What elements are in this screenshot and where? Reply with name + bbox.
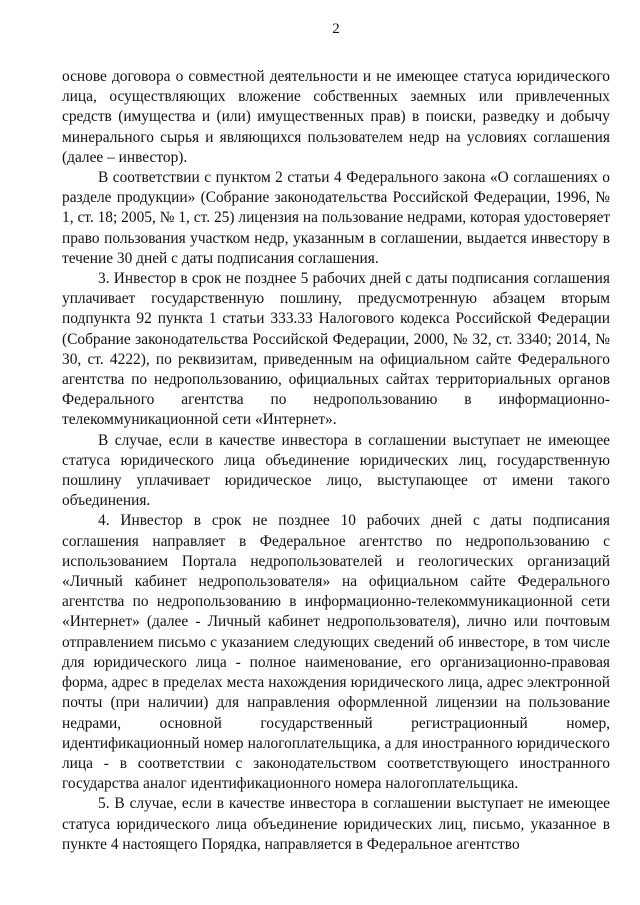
paragraph-investor-definition-end: основе договора о совместной деятельности и не имеющее статуса юридического лица, осуществляющих вложение собственных заемных или привлеченных средств (имущества и (или) имущественных прав) в поиски, разведку и добычу минерального сырья и являющихся пользователем недр на условиях соглашения (далее – инвестор). xyxy=(62,68,610,166)
paragraph-investor-letter: 4. Инвестор в срок не позднее 10 рабочих дней с даты подписания соглашения направляет в Федеральное агентство по недропользованию с использованием Портала недропользователей и геологических организаций «Личный кабинет недропользователя» на официальном сайте Федерального агентства по недропользованию в информационно-телекоммуникационной сети «Интернет» (далее - Личный кабинет недропользователя), лично или почтовым отправлением письмо с указанием следующих сведений об инвесторе, в том числе для юридического лица - полное наименование, его организационно-правовая форма, адрес в пределах места нахождения юридического лица, адрес электронной почты (при наличии) для направления оформленной лицензии на пользование недрами, основной государственный регистрационный номер, идентификационный номер налогоплательщика, а для иностранного юридического лица - в соответствии с законодательством соответствующего иностранного государства аналог идентификационного номера налогоплательщика. xyxy=(62,512,610,793)
paragraph-association-letter: 5. В случае, если в качестве инвестора в соглашении выступает не имеющее статуса юридического лица объединение юридических лиц, письмо, указанное в пункте 4 настоящего Порядка, направляется в Федеральное агентство xyxy=(62,795,610,853)
page-number: 2 xyxy=(332,21,340,37)
paragraph-state-duty-association: В случае, если в качестве инвестора в соглашении выступает не имеющее статуса юридического лица объединение юридических лиц, государственную пошлину уплачивает юридическое лицо, выступающее от имени такого объединения. xyxy=(62,431,610,510)
paragraph-state-duty: 3. Инвестор в срок не позднее 5 рабочих дней с даты подписания соглашения уплачивает государственную пошлину, предусмотренную абзацем вторым подпункта 92 пункта 1 статьи 333.33 Налогового кодекса Российской Федерации (Собрание законодательства Российской Федерации, 2000, № 32, ст. 3340; 2014, № 30, ст. 4222), по реквизитам, приведенным на официальном сайте Федерального агентства по недропользованию, официальных сайтах территориальных органов Федерального агентства по недропользованию в информационно-телекоммуникационной сети «Интернет». xyxy=(62,270,610,429)
paragraph-license-issuance: В соответствии с пунктом 2 статьи 4 Федерального закона «О соглашениях о разделе продукции» (Собрание законодательства Российской Федерации, 1996, № 1, ст. 18; 2005, № 1, ст. 25) лицензия на пользование недрами, которая удостоверяет право пользования участком недр, указанным в соглашении, выдается инвестору в течение 30 дней с даты подписания соглашения. xyxy=(62,169,610,267)
